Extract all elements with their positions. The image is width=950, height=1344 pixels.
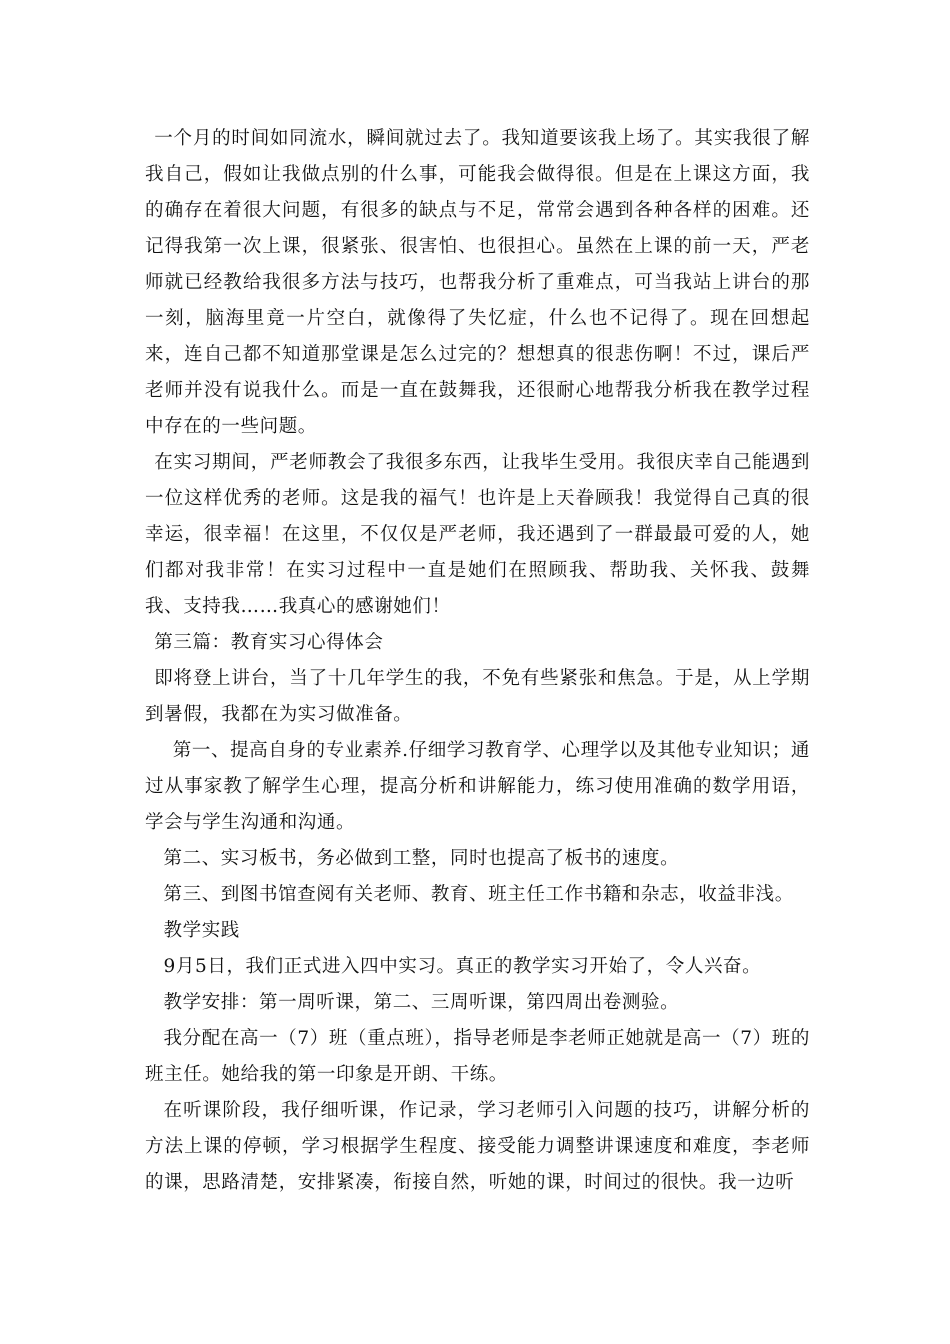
document-body — [145, 121, 810, 1201]
paragraph: 我分配在高一（7）班（重点班），指导老师是李老师正她就是高一（7）班的班主任。她给我的第一印象是开朗、干练。 — [145, 1028, 810, 1085]
subheading: 教学实践 — [163, 920, 240, 941]
paragraph: 教学安排：第一周听课，第二、三周听课，第四周出卷测验。 — [163, 992, 680, 1013]
paragraph: 第一、提高自身的专业素养.仔细学习教育学、心理学以及其他专业知识；通过从事家教了解学生心理，提高分析和讲解能力，练习使用准确的数学用语，学会与学生沟通和沟通。 — [145, 740, 810, 833]
paragraph: 在实习期间，严老师教会了我很多东西，让我毕生受用。我很庆幸自己能遇到一位这样优秀的老师。这是我的福气！也许是上天眷顾我！我觉得自己真的很幸运，很幸福！在这里，不仅仅是严老师，我还遇到了一群最最可爱的人，她们都对我非常！在实习过程中一直是她们在照顾我、帮助我、关怀我、鼓舞我、支持我……我真心的感谢她们！ — [145, 452, 810, 617]
paragraph: 9月5日，我们正式进入四中实习。真正的教学实习开始了，令人兴奋。 — [163, 956, 762, 977]
section-heading: 第三篇：教育实习心得体会 — [154, 632, 384, 653]
paragraph: 一个月的时间如同流水，瞬间就过去了。我知道要该我上场了。其实我很了解我自己，假如让我做点别的什么事，可能我会做得很。但是在上课这方面，我的确存在着很大问题，有很多的缺点与不足，常常会遇到各种各样的困难。还记得我第一次上课，很紧张、很害怕、也很担心。虽然在上课的前一天，严老师就已经教给我很多方法与技巧，也帮我分析了重难点，可当我站上讲台的那一刻，脑海里竟一片空白，就像得了失忆症，什么也不记得了。现在回想起来，连自己都不知道那堂课是怎么过完的？想想真的很悲伤啊！不过，课后严老师并没有说我什么。而是一直在鼓舞我，还很耐心地帮我分析我在教学过程中存在的一些问题。 — [145, 128, 810, 437]
paragraph: 第三、到图书馆查阅有关老师、教育、班主任工作书籍和杂志，收益非浅。 — [163, 884, 794, 905]
paragraph: 第二、实习板书，务必做到工整，同时也提高了板书的速度。 — [163, 848, 680, 869]
paragraph: 即将登上讲台，当了十几年学生的我，不免有些紧张和焦急。于是，从上学期到暑假，我都在为实习做准备。 — [145, 668, 810, 725]
paragraph: 在听课阶段，我仔细听课，作记录，学习老师引入问题的技巧，讲解分析的方法上课的停顿，学习根据学生程度、接受能力调整讲课速度和难度，李老师的课，思路清楚，安排紧凑，衔接自然，听她的课，时间过的很快。我一边听 — [145, 1100, 810, 1193]
